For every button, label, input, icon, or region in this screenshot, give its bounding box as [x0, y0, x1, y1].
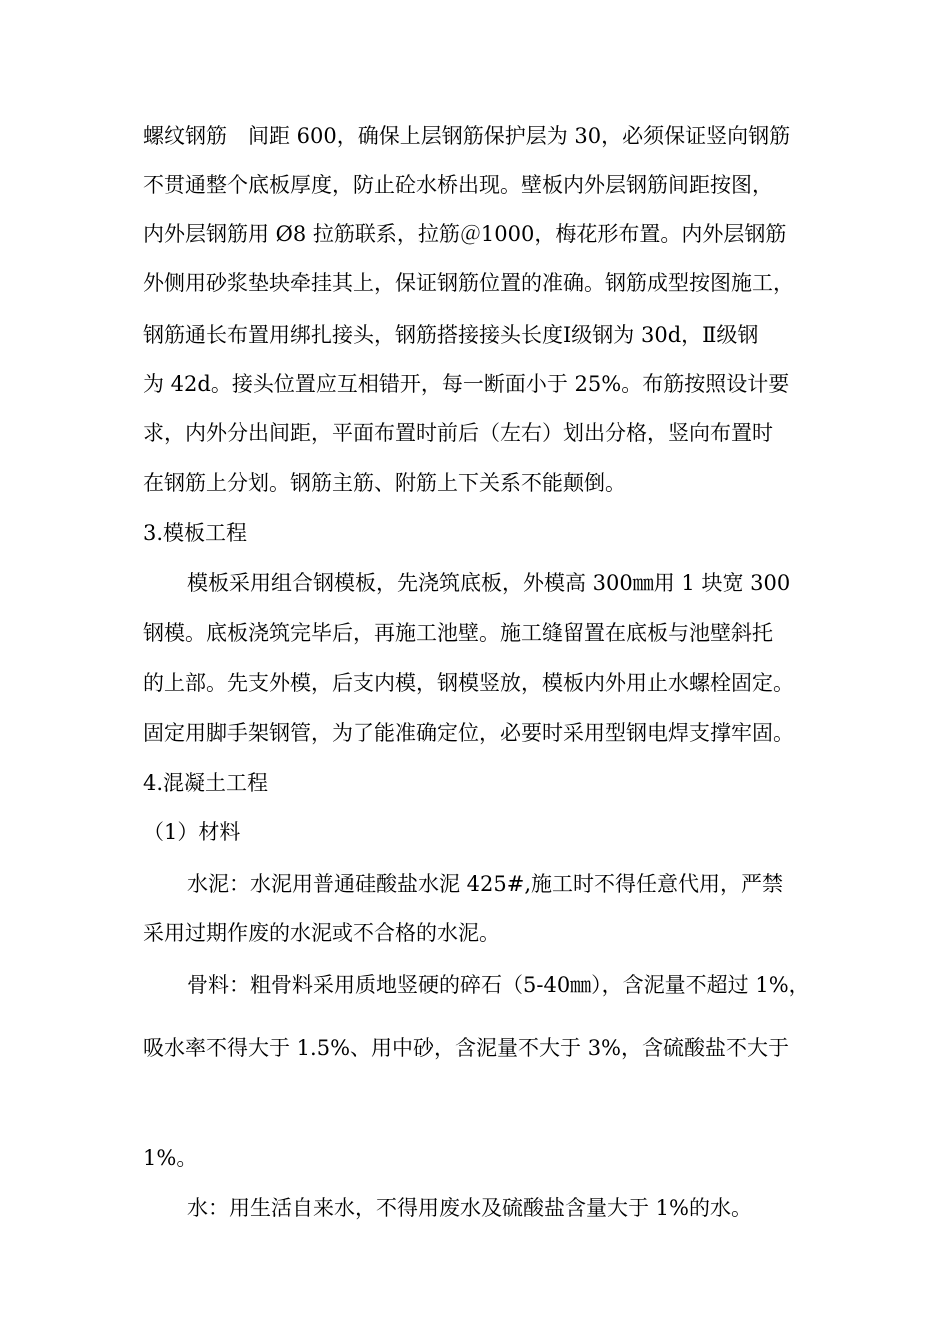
paragraph-line: 钢筋通长布置用绑扎接头，钢筋搭接接头长度Ⅰ级钢为 30d，Ⅱ级钢: [143, 323, 759, 347]
paragraph-line: 求，内外分出间距，平面布置时前后（左右）划出分格，竖向布置时: [143, 421, 773, 445]
paragraph-line: 固定用脚手架钢管，为了能准确定位，必要时采用型钢电焊支撑牢固。: [143, 721, 794, 745]
paragraph-line: 外侧用砂浆垫块牵挂其上，保证钢筋位置的准确。钢筋成型按图施工，: [143, 271, 794, 295]
subsection-heading: （1）材料: [143, 820, 241, 844]
paragraph-line: 螺纹钢筋 间距 600，确保上层钢筋保护层为 30，必须保证竖向钢筋: [143, 124, 791, 148]
paragraph-line: 不贯通整个底板厚度，防止砼水桥出现。壁板内外层钢筋间距按图，: [143, 173, 773, 197]
section-heading: 3.模板工程: [143, 521, 248, 545]
paragraph-line: 吸水率不得大于 1.5%、用中砂，含泥量不大于 3%，含硫酸盐不大于: [143, 1036, 790, 1060]
paragraph-line: 为 42d。接头位置应互相错开，每一断面小于 25%。布筋按照设计要: [143, 372, 790, 396]
paragraph-line: 水泥：水泥用普通硅酸盐水泥 425#,施工时不得任意代用，严禁: [187, 872, 784, 896]
paragraph-line: 1%。: [143, 1146, 198, 1170]
paragraph-line: 骨料：粗骨料采用质地竖硬的碎石（5-40㎜），含泥量不超过 1%，: [187, 973, 810, 997]
paragraph-line: 采用过期作废的水泥或不合格的水泥。: [143, 921, 500, 945]
paragraph-line: 模板采用组合钢模板，先浇筑底板，外模高 300㎜用 1 块宽 300: [187, 571, 791, 595]
paragraph-line: 的上部。先支外模，后支内模，钢模竖放，模板内外用止水螺栓固定。: [143, 671, 794, 695]
paragraph-line: 钢模。底板浇筑完毕后，再施工池壁。施工缝留置在底板与池壁斜托: [143, 621, 773, 645]
section-heading: 4.混凝土工程: [143, 771, 269, 795]
paragraph-line: 在钢筋上分划。钢筋主筋、附筋上下关系不能颠倒。: [143, 471, 626, 495]
paragraph-line: 水：用生活自来水，不得用废水及硫酸盐含量大于 1%的水。: [187, 1196, 752, 1220]
paragraph-line: 内外层钢筋用 Ø8 拉筋联系，拉筋＠1000，梅花形布置。内外层钢筋: [143, 222, 787, 246]
